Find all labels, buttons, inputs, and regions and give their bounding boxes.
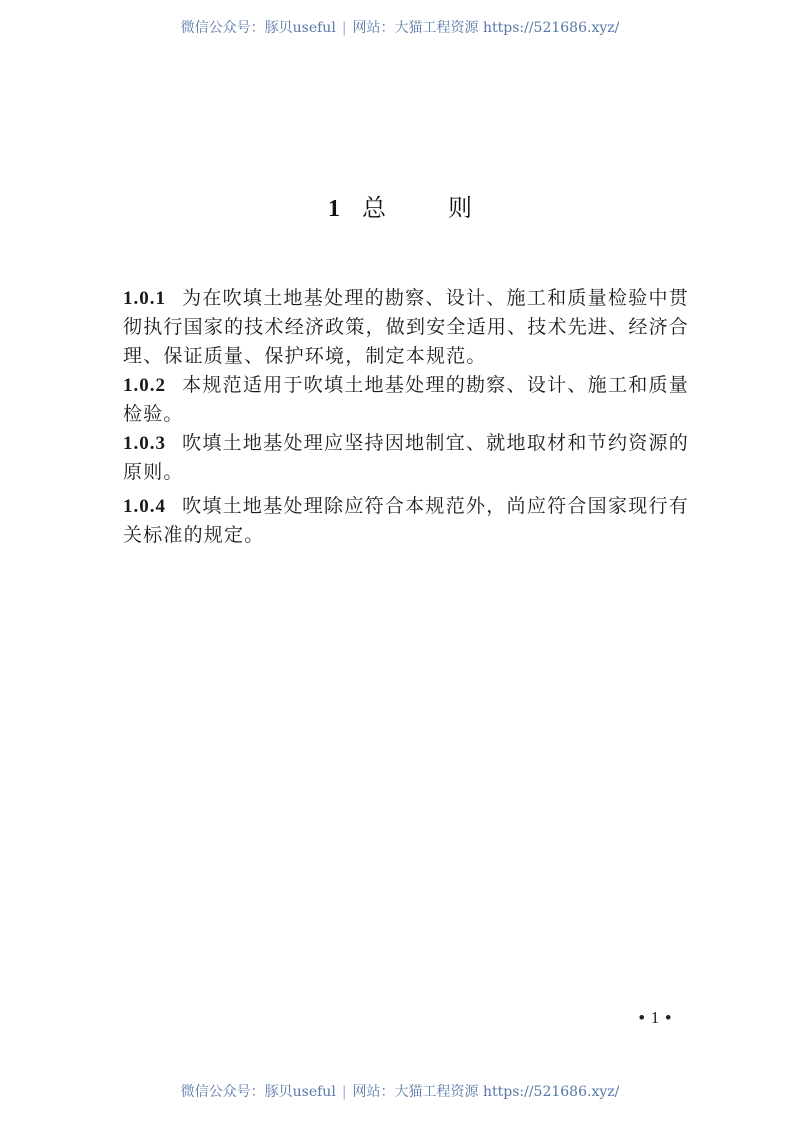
chapter-title-char-2: 则 bbox=[448, 194, 472, 222]
watermark-header bbox=[0, 17, 800, 37]
page-number bbox=[620, 1008, 690, 1028]
clause-1-0-3 bbox=[123, 429, 689, 487]
clause-text: 为在吹填土地基处理的勘察、设计、施工和质量检验中贯彻执行国家的技术经济政策，做到安全适用、技术先进、经济合理、保证质量、保护环境，制定本规范。 bbox=[123, 287, 689, 367]
clause-1-0-1 bbox=[123, 284, 689, 371]
clause-1-0-4 bbox=[123, 492, 689, 550]
chapter-title bbox=[0, 188, 800, 223]
watermark-separator: | bbox=[341, 20, 347, 36]
clause-text: 吹填土地基处理应坚持因地制宜、就地取材和节约资源的原则。 bbox=[123, 432, 689, 483]
clause-number: 1.0.2 bbox=[123, 375, 166, 396]
page-dot-left: • bbox=[638, 1008, 645, 1027]
watermark-wechat: 微信公众号：豚贝useful bbox=[180, 20, 336, 36]
chapter-content bbox=[123, 284, 689, 550]
watermark-site: 网站：大猫工程资源 https://521686.xyz/ bbox=[352, 1084, 620, 1100]
page-dot-right: • bbox=[665, 1008, 672, 1027]
clause-text: 吹填土地基处理除应符合本规范外，尚应符合国家现行有关标准的规定。 bbox=[123, 495, 689, 546]
page-number-value: 1 bbox=[650, 1008, 660, 1027]
clause-number: 1.0.1 bbox=[123, 288, 166, 309]
watermark-footer bbox=[0, 1081, 800, 1101]
chapter-number: 1 bbox=[328, 196, 340, 222]
clause-number: 1.0.3 bbox=[123, 433, 166, 454]
watermark-separator: | bbox=[341, 1084, 347, 1100]
chapter-title-char-1: 总 bbox=[362, 194, 386, 222]
clause-1-0-2 bbox=[123, 371, 689, 429]
clause-text: 本规范适用于吹填土地基处理的勘察、设计、施工和质量检验。 bbox=[123, 374, 689, 425]
watermark-wechat: 微信公众号：豚贝useful bbox=[180, 1084, 336, 1100]
clause-number: 1.0.4 bbox=[123, 496, 166, 517]
watermark-site: 网站：大猫工程资源 https://521686.xyz/ bbox=[352, 20, 620, 36]
